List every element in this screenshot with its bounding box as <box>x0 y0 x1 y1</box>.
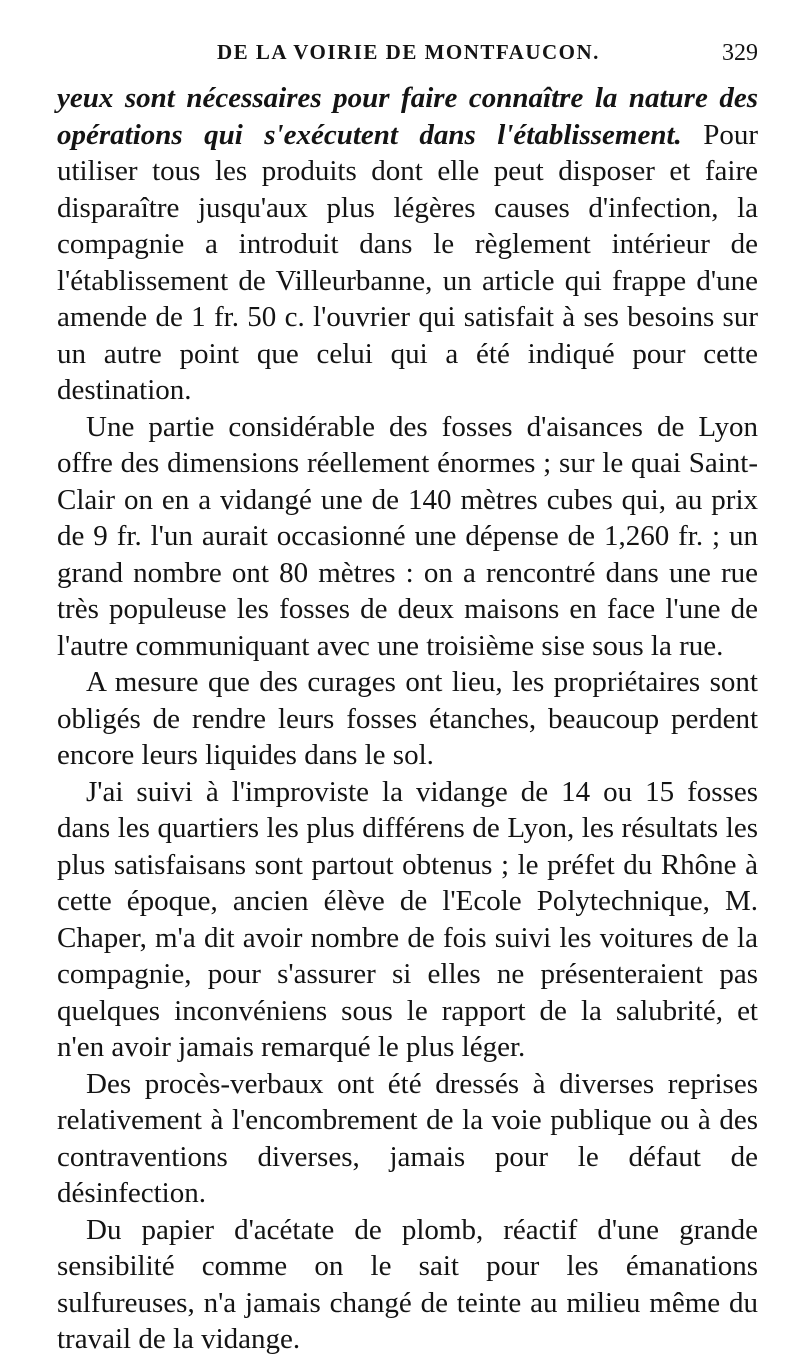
running-head <box>57 36 758 80</box>
paragraph: A mesure que des curages ont lieu, les propriétaires sont obligés de rendre leurs fosses étanches, beaucoup perdent encore leurs liquides dans le sol. <box>57 666 758 771</box>
paragraph-continued <box>57 80 758 409</box>
paragraph-text: Pour utiliser tous les produits dont elle peut disposer et faire disparaître jusqu'aux plus légères causes d'infection, la compagnie a introduit dans le règlement intérieur de l'établissement de Villeurbanne, un article qui frappe d'une amende de 1 fr. 50 c. l'ouvrier qui satisfait à ses besoins sur un autre point que celui qui a été indiqué pour cette destination. <box>57 118 758 406</box>
paragraph: Une partie considérable des fosses d'aisances de Lyon offre des dimensions réellement énormes ; sur le quai Saint-Clair on en a vidangé une de 140 mètres cubes qui, au prix de 9 fr. l'un aurait occasionné une dépense de 1,260 fr. ; un grand nombre ont 80 mètres : on a rencontré dans une rue très populeuse les fosses de deux maisons en face l'une de l'autre communiquant avec une troisième sise sous la rue. <box>57 410 758 662</box>
paragraph: Des procès-verbaux ont été dressés à diverses reprises relativement à l'encombrement de la voie publique ou à des contraventions diverses, jamais pour le défaut de désinfection. <box>57 1067 758 1209</box>
italic-phrase: yeux sont nécessaires pour faire connaître la nature des opérations qui s'exécutent dans l'établissement. <box>57 82 758 151</box>
page-number: 329 <box>722 40 758 66</box>
running-title: DE LA VOIRIE DE MONTFAUCON. <box>217 40 600 64</box>
paragraph: J'ai suivi à l'improviste la vidange de 14 ou 15 fosses dans les quartiers les plus différens de Lyon, les résultats les plus satisfaisans sont partout obtenus ; le préfet du Rhône à cette époque, ancien élève de l'Ecole Polytechnique, M. Chaper, m'a dit avoir nombre de fois suivi les voitures de la compagnie, pour s'assurer si elles ne présenteraient pas quelques inconvéniens sous le rapport de la salubrité, et n'en avoir jamais remarqué le plus léger. <box>57 775 758 1063</box>
paragraph: Du papier d'acétate de plomb, réactif d'une grande sensibilité comme on le sait pour les émanations sulfureuses, n'a jamais changé de teinte au milieu même du travail de la vidange. <box>57 1213 758 1355</box>
body-text <box>57 80 758 1358</box>
